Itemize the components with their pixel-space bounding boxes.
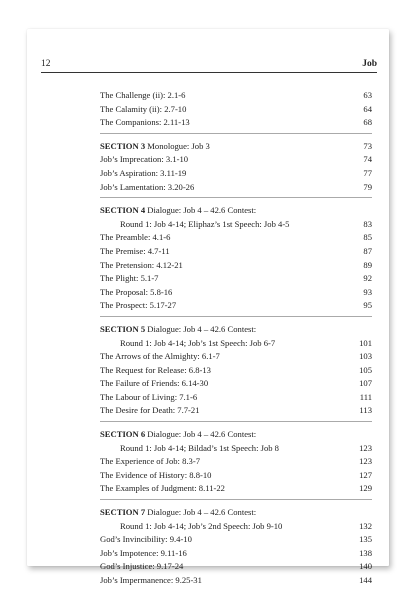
entry-text: The Pretension: 4.12-21 [100,259,183,270]
toc-entry[interactable] [100,103,372,117]
toc-entry-title [100,323,256,337]
entry-text: The Arrows of the Almighty: 6.1-7 [100,351,220,362]
toc-entry[interactable] [100,391,372,405]
entry-text: Job’s Impermanence: 9.25-31 [100,575,202,585]
toc-page-number: 87 [363,245,372,256]
toc-entry-title [100,153,188,167]
toc-page-number: 105 [359,364,372,375]
toc-entry-title [120,520,282,534]
section-label: SECTION 6 [100,429,146,440]
toc-page-number: 77 [363,167,372,178]
toc-page-number: 129 [359,483,372,494]
page-number: 12 [41,59,51,69]
toc-page-number [352,428,372,442]
toc-page-number: 68 [363,117,372,128]
toc-entry-title [100,245,170,259]
entry-text: The Companions: 2.11-13 [100,117,190,128]
entry-text: Job’s Aspiration: 3.11-19 [100,167,187,178]
toc-entry[interactable] [100,272,372,286]
toc-entry[interactable] [100,89,372,103]
toc-page-number: 107 [359,378,372,389]
toc-page-number: 93 [363,286,372,297]
entry-text: The Challenge (ii): 2.1-6 [100,90,186,100]
toc-entry[interactable] [100,364,372,378]
section-label: SECTION 7 [100,507,146,518]
toc-entry[interactable] [100,428,372,442]
entry-text: The Plight: 5.1-7 [100,273,159,284]
toc-page-number: 89 [363,259,372,270]
toc-page-number: 79 [363,181,372,192]
toc-page-number: 85 [363,232,372,243]
entry-text: Job’s Impotence: 9.11-16 [100,547,187,558]
toc-entry[interactable] [100,245,372,259]
toc-section-block [100,428,372,500]
toc-entry-title [100,428,256,442]
toc-entry-title [100,259,183,273]
table-of-contents [100,89,372,597]
entry-text: The Preamble: 4.1-6 [100,232,171,243]
toc-page-number: 103 [359,351,372,362]
toc-entry-title [100,364,211,378]
entry-text: Round 1: Job 4-14; Job’s 2nd Speech: Job 9-10 [120,520,283,531]
toc-entry[interactable] [100,560,372,574]
toc-entry-title [100,286,172,300]
toc-entry[interactable] [100,442,372,456]
entry-text: The Desire for Death: 7.7-21 [100,405,200,416]
entry-text: Round 1: Job 4-14; Bildad’s 1st Speech: Job 8 [120,442,279,453]
entry-text: Dialogue: Job 4 – 42.6 Contest: [145,507,257,518]
toc-entry-title [100,231,170,245]
toc-entry-title [100,533,192,547]
toc-entry[interactable] [100,469,372,483]
toc-entry[interactable] [100,204,372,218]
toc-entry-title [100,506,256,520]
toc-entry-title [100,482,225,496]
toc-page-number [352,506,372,520]
toc-page-number: 123 [359,456,372,467]
toc-page-number: 144 [359,575,372,585]
section-label: SECTION 5 [100,323,146,334]
entry-text: Job’s Lamentation: 3.20-26 [100,181,195,192]
toc-page-number: 95 [363,300,372,311]
toc-entry-title [100,391,197,405]
entry-text: Job’s Imprecation: 3.1-10 [100,154,189,165]
toc-entry[interactable] [100,337,372,351]
toc-entry-title [100,103,186,117]
toc-entry[interactable] [100,533,372,547]
toc-section-block [100,323,372,422]
entry-text: Dialogue: Job 4 – 42.6 Contest: [145,323,257,334]
toc-entry[interactable] [100,482,372,496]
toc-entry[interactable] [100,231,372,245]
toc-page-number: 101 [359,337,372,348]
toc-entry-title [120,337,275,351]
toc-entry[interactable] [100,455,372,469]
toc-page-number: 64 [363,103,372,114]
toc-entry-title [120,442,279,456]
toc-entry[interactable] [100,506,372,520]
toc-entry-title [100,350,220,364]
toc-entry[interactable] [100,323,372,337]
entry-text: The Calamity (ii): 2.7-10 [100,103,187,114]
toc-page-number: 138 [359,547,372,558]
toc-entry-title [100,89,185,103]
toc-entry[interactable] [100,299,372,313]
entry-text: Round 1: Job 4-14; Job’s 1st Speech: Job 6-7 [120,337,276,348]
entry-text: Monologue: Job 3 [145,140,210,151]
entry-text: Round 1: Job 4-14; Eliphaz’s 1st Speech: Job 4-5 [120,218,290,229]
toc-entry[interactable] [100,547,372,561]
toc-entry[interactable] [100,116,372,130]
entry-text: The Request for Release: 6.8-13 [100,364,211,375]
entry-text: The Experience of Job: 8.3-7 [100,456,200,467]
toc-entry[interactable] [100,520,372,534]
running-title: Job [362,59,377,69]
toc-page-number: 135 [359,534,372,545]
toc-section-block [100,89,372,134]
toc-entry[interactable] [100,259,372,273]
toc-entry[interactable] [100,286,372,300]
entry-text: The Prospect: 5.17-27 [100,300,177,311]
toc-entry[interactable] [100,140,372,154]
toc-page-number: 74 [363,154,372,165]
entry-text: The Failure of Friends: 6.14-30 [100,378,209,389]
toc-section-block [100,204,372,317]
toc-entry[interactable] [100,153,372,167]
toc-entry-title [100,455,200,469]
toc-entry[interactable] [100,350,372,364]
toc-page-number: 83 [363,218,372,229]
entry-text: The Examples of Judgment: 8.11-22 [100,483,225,494]
entry-text: God’s Invincibility: 9.4-10 [100,534,192,545]
toc-entry[interactable] [100,181,372,195]
toc-entry-title [100,272,158,286]
section-label: SECTION 3 [100,140,146,151]
entry-text: God’s Injustice: 9.17-24 [100,561,184,572]
running-header [41,58,377,73]
toc-entry-title [100,167,186,181]
toc-entry-title [100,204,256,218]
toc-page-number [352,323,372,337]
toc-page-number: 92 [363,273,372,284]
section-label: SECTION 4 [100,205,146,216]
toc-entry[interactable] [100,167,372,181]
toc-section-block [100,506,372,591]
toc-page-number: 132 [359,520,372,531]
toc-entry[interactable] [100,404,372,418]
entry-text: The Evidence of History: 8.8-10 [100,469,212,480]
toc-page-number: 113 [359,405,372,416]
toc-section-block [100,140,372,198]
toc-entry[interactable] [100,218,372,232]
toc-page-number: 140 [359,561,372,572]
toc-entry-title [100,560,183,574]
toc-page-number: 127 [359,469,372,480]
toc-page-number [352,204,372,218]
toc-entry-title [100,469,211,483]
entry-text: The Proposal: 5.8-16 [100,286,173,297]
toc-entry-title [100,377,208,391]
entry-text: Dialogue: Job 4 – 42.6 Contest: [145,205,257,216]
entry-text: The Premise: 4.7-11 [100,245,170,256]
toc-entry[interactable] [100,377,372,391]
toc-page-number: 111 [359,391,372,402]
toc-entry-title [100,140,210,154]
toc-entry-title [100,299,176,313]
toc-page-number: 73 [363,140,372,151]
toc-entry-title [100,181,194,195]
toc-entry-title [100,404,200,418]
toc-entry-title [100,547,187,561]
entry-text: The Labour of Living: 7.1-6 [100,391,198,402]
toc-page-number: 63 [363,90,372,100]
toc-entry-title [120,218,289,232]
toc-page-number: 123 [359,442,372,453]
toc-entry-title [100,116,190,130]
entry-text: Dialogue: Job 4 – 42.6 Contest: [145,429,257,440]
